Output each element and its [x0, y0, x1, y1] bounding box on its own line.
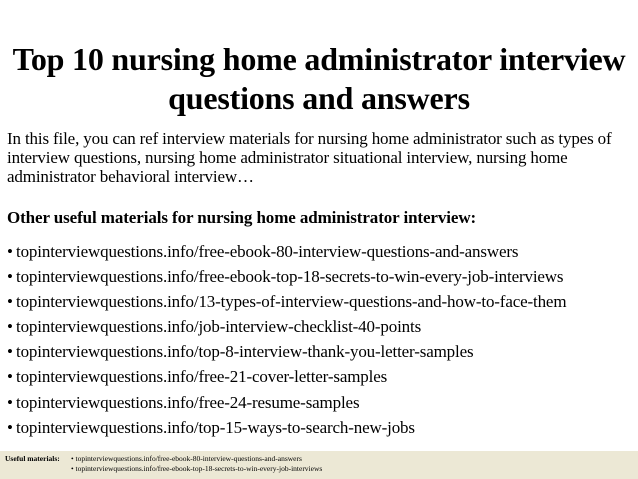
footer-link-item[interactable] — [71, 454, 322, 464]
footer-label-text: Useful materials — [5, 454, 58, 463]
materials-link-text[interactable]: topinterviewquestions.info/free-21-cover-letter-samples — [16, 367, 388, 387]
bullet-icon: • — [7, 342, 13, 362]
materials-link-item[interactable] — [7, 264, 633, 289]
footer-bar — [0, 451, 638, 479]
footer-bullet-icon: • — [71, 454, 74, 463]
footer-link-item[interactable] — [71, 464, 322, 474]
bullet-icon: • — [7, 292, 13, 312]
footer-link-text[interactable]: topinterviewquestions.info/free-ebook-80-interview-questions-and-answers — [75, 454, 302, 463]
footer-label-separator: : — [57, 454, 60, 463]
bullet-icon: • — [7, 367, 13, 387]
materials-link-text[interactable]: topinterviewquestions.info/13-types-of-interview-questions-and-how-to-face-them — [16, 292, 567, 312]
materials-link-item[interactable] — [7, 390, 633, 415]
materials-link-text[interactable]: topinterviewquestions.info/top-8-interview-thank-you-letter-samples — [16, 342, 474, 362]
bullet-icon: • — [7, 317, 13, 337]
materials-link-text[interactable]: topinterviewquestions.info/job-interview-checklist-40-points — [16, 317, 422, 337]
footer-label — [5, 454, 60, 464]
bullet-icon: • — [7, 267, 13, 287]
materials-link-item[interactable] — [7, 314, 633, 339]
materials-subheading: Other useful materials for nursing home administrator interview: — [7, 208, 477, 227]
bullet-icon: • — [7, 392, 13, 412]
materials-link-text[interactable]: topinterviewquestions.info/top-15-ways-to-search-new-jobs — [16, 417, 415, 437]
bullet-icon: • — [7, 417, 13, 437]
intro-paragraph: In this file, you can ref interview materials for nursing home administrator such as types of interview questions, nursing home administrator situational interview, nursing home administrator behavioral interview… — [7, 129, 612, 186]
materials-link-item[interactable] — [7, 239, 633, 264]
materials-link-item[interactable] — [7, 415, 633, 440]
footer-link-text[interactable]: topinterviewquestions.info/free-ebook-top-18-secrets-to-win-every-job-interviews — [75, 464, 323, 473]
page-title: Top 10 nursing home administrator interview questions and answers — [12, 41, 626, 116]
materials-link-item[interactable] — [7, 339, 633, 364]
materials-link-text[interactable]: topinterviewquestions.info/free-24-resume-samples — [16, 392, 360, 412]
footer-bullet-icon: • — [71, 464, 74, 473]
materials-link-text[interactable]: topinterviewquestions.info/free-ebook-80-interview-questions-and-answers — [16, 242, 519, 261]
materials-link-list — [7, 239, 633, 440]
bullet-icon: • — [7, 242, 13, 261]
materials-link-item[interactable] — [7, 289, 633, 314]
footer-link-list — [71, 454, 322, 474]
materials-link-item[interactable] — [7, 364, 633, 389]
materials-link-text[interactable]: topinterviewquestions.info/free-ebook-top-18-secrets-to-win-every-job-interviews — [16, 267, 564, 287]
